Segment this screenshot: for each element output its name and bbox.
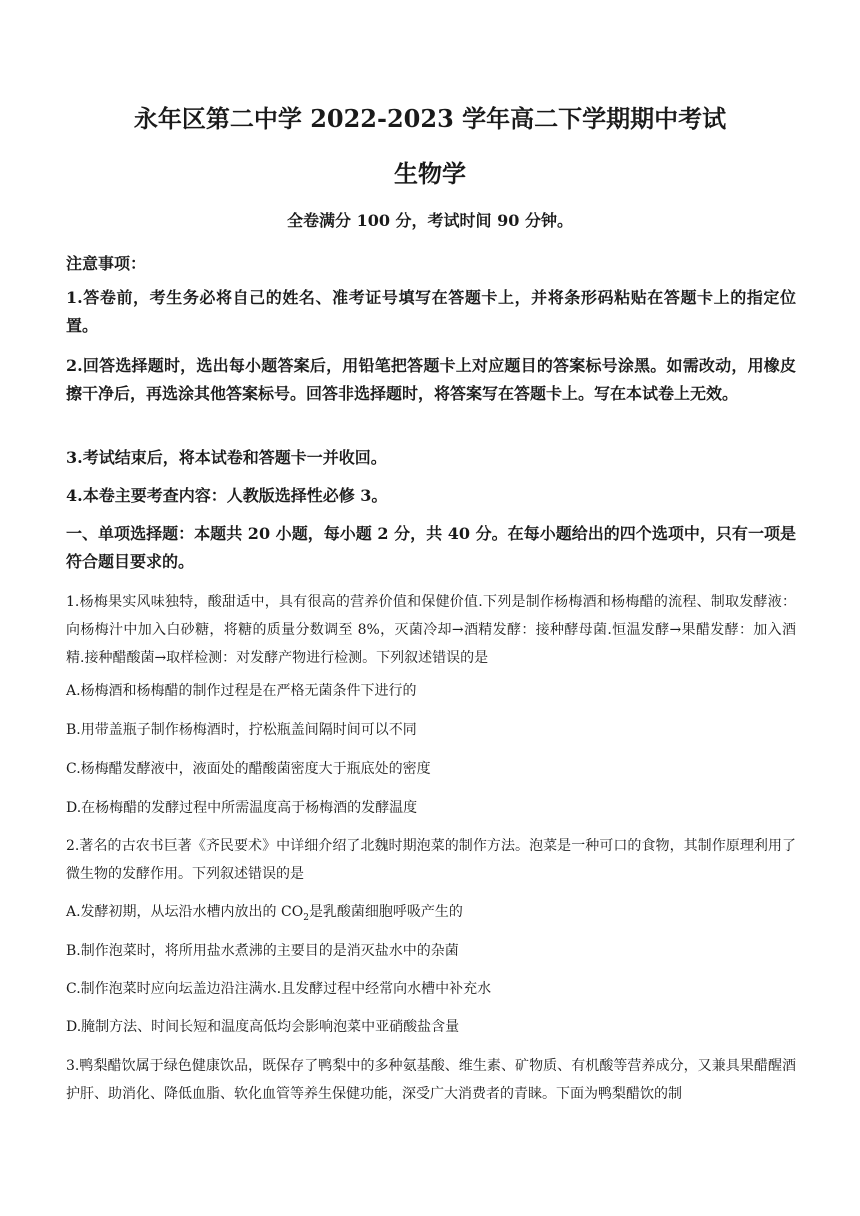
question-1-option-c: C.杨梅醋发酵液中，液面处的醋酸菌密度大于瓶底处的密度: [66, 761, 431, 777]
notice-item-1: 1.答卷前，考生务必将自己的姓名、准考证号填写在答题卡上，并将条形码粘贴在答题卡上的指定位置。: [66, 288, 796, 335]
notice-item-4: 4.本卷主要考查内容：人教版选择性必修 3。: [66, 486, 388, 505]
question-1-option-d: D.在杨梅醋的发酵过程中所需温度高于杨梅酒的发酵温度: [66, 800, 418, 816]
question-2-option-d: D.腌制方法、时间长短和温度高低均会影响泡菜中亚硝酸盐含量: [66, 1019, 460, 1035]
score-info: 全卷满分 100 分，考试时间 90 分钟。: [287, 211, 573, 230]
question-2-option-b: B.制作泡菜时，将所用盐水煮沸的主要目的是消灭盐水中的杂菌: [66, 943, 459, 959]
subject-title: 生物学: [394, 159, 466, 188]
question-3-stem: 3.鸭梨醋饮属于绿色健康饮品，既保存了鸭梨中的多种氨基酸、维生素、矿物质、有机酸等营养成分，又兼具果醋醒酒护肝、助消化、降低血脂、软化血管等养生保健功能，深受广大消费者的青睐。下面为鸭梨醋饮的制: [66, 1058, 796, 1102]
notice-heading: 注意事项：: [66, 254, 147, 273]
option-a-text-post: 是乳酸菌细胞呼吸产生的: [308, 904, 463, 920]
question-2-stem: 2.著名的古农书巨著《齐民要术》中详细介绍了北魏时期泡菜的制作方法。泡菜是一种可口的食物，其制作原理利用了微生物的发酵作用。下列叙述错误的是: [66, 838, 796, 882]
notice-item-3: 3.考试结束后，将本试卷和答题卡一并收回。: [66, 448, 387, 467]
question-2-option-c: C.制作泡菜时应向坛盖边沿注满水.且发酵过程中经常向水槽中补充水: [66, 981, 492, 997]
section-heading: 一、单项选择题：本题共 20 小题，每小题 2 分，共 40 分。在每小题给出的四个选项中，只有一项是符合题目要求的。: [66, 524, 796, 571]
option-a-text-pre: A.发酵初期，从坛沿水槽内放出的 CO: [66, 904, 304, 920]
exam-title: 永年区第二中学 2022-2023 学年高二下学期期中考试: [133, 104, 727, 133]
question-2-option-a: [66, 898, 796, 926]
notice-item-2: 2.回答选择题时，选出每小题答案后，用铅笔把答题卡上对应题目的答案标号涂黑。如需改动，用橡皮擦干净后，再选涂其他答案标号。回答非选择题时，将答案写在答题卡上。写在本试卷上无效。: [66, 356, 796, 403]
question-1-stem: 1.杨梅果实风味独特，酸甜适中，具有很高的营养价值和保健价值.下列是制作杨梅酒和杨梅醋的流程、制取发酵液：向杨梅汁中加入白砂糖，将糖的质量分数调至 8%，灭菌冷却→酒精发酵：接种酵母菌.恒温发酵→果醋发酵：加入酒精.接种醋酸菌→取样检测：对发酵产物进行检测。下列叙述错误的是: [66, 594, 796, 666]
co2-subscript: 2: [303, 912, 309, 923]
question-1-option-b: B.用带盖瓶子制作杨梅酒时，拧松瓶盖间隔时间可以不同: [66, 722, 417, 738]
question-1-option-a: A.杨梅酒和杨梅醋的制作过程是在严格无菌条件下进行的: [66, 683, 417, 699]
